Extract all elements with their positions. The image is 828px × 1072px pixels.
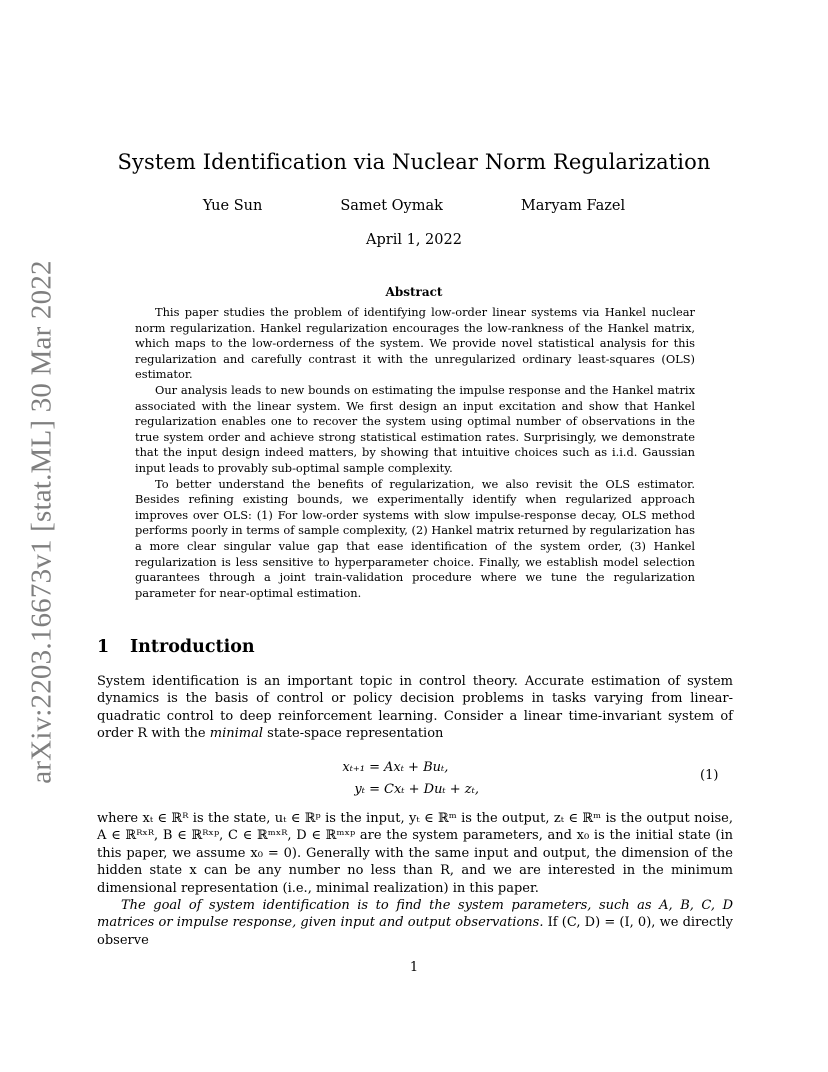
paper-title: System Identification via Nuclear Norm Regularization [117,150,711,174]
intro-emphasis: The goal of system identification is to find the system parameters, such as A, B, C, D matrices or impulse response, given input and output observations. [97,898,733,931]
author-name: Samet Oymak [340,198,443,214]
intro-text: where xₜ ∈ ℝᴿ is the state, uₜ ∈ ℝᵖ is the input, yₜ ∈ ℝᵐ is the output, zₜ ∈ ℝᵐ is the output noise, A ∈ ℝᴿˣᴿ, B ∈ ℝᴿˣᵖ, C ∈ ℝᵐˣᴿ, D ∈ ℝᵐˣᵖ are the system parameters, and x₀ is the initial state (in this paper, we assume x₀ = 0). Generally with the same input and output, the dimension of the hidden state x can be any number no less than R, and we are interested in the minimum dimensional representation (i.e., minimal realization) in this paper. [97,811,733,896]
abstract-paragraph: Our analysis leads to new bounds on estimating the impulse response and the Hankel matrix associated with the linear system. We first design an input excitation and show that Hankel regularization enables one to recover the system using optimal number of observations in the true system order and achieve strong statistical estimation rates. Surprisingly, we demonstrate that the input design indeed matters, by showing that intuitive choices such as i.i.d. Gaussian input leads to provably sub-optimal sample complexity. [135,382,695,475]
author-list [0,198,828,214]
abstract-body [135,305,695,601]
abstract-heading: Abstract [385,285,443,299]
intro-paragraph-1 [97,673,733,743]
abstract-paragraph: To better understand the benefits of regularization, we also revisit the OLS estimator. Besides refining existing bounds, we experimentally identify when regularized approach improves over OLS: (1) For low-order systems with slow impulse-response decay, OLS method performs poorly in terms of sample complexity, (2) Hankel matrix returned by regularization has a more clear singular value gap that ease identification of the system order, (3) Hankel regularization is less sensitive to hyperparameter choice. Finally, we establish model selection guarantees through a joint train-validation procedure where we tune the regularization parameter for near-optimal estimation. [135,476,695,600]
author-name: Maryam Fazel [520,198,626,214]
paper-date: April 1, 2022 [366,232,462,248]
arxiv-identifier: arXiv:2203.16673v1 [stat.ML] 30 Mar 2022 [25,260,58,784]
author-name: Yue Sun [202,198,263,214]
section-heading [97,637,255,657]
equation-rhs: Cxₜ + Duₜ + zₜ, [384,782,479,797]
equation-rhs: Axₜ + Buₜ, [384,760,449,775]
page-number: 1 [409,960,419,975]
intro-text: System identification is an important topic in control theory. Accurate estimation of system dynamics is the basis of control or policy decision problems in tasks varying from linear-quadratic control to deep reinforcement learning. Consider a linear time-invariant system of order R with the [97,674,733,742]
section-title: Introduction [130,637,255,657]
state-space-equation [300,757,600,801]
abstract-paragraph: This paper studies the problem of identifying low-order linear systems via Hankel nuclear norm regularization. Hankel regularization encourages the low-rankness of the Hankel matrix, which maps to the low-orderness of the system. We provide novel statistical analysis for this regularization and carefully contrast it with the unregularized ordinary least-squares (OLS) estimator. [135,305,695,382]
intro-text: If (C, D) = (I, 0), we directly observe [97,915,733,948]
equation-lhs: xₜ₊₁ = [342,760,380,775]
equation-lhs: yₜ = [354,782,380,797]
section-number: 1 [97,637,110,657]
intro-text: state-space representation [263,726,444,742]
equation-number: (1) [700,768,719,783]
intro-paragraph-2 [97,810,733,949]
intro-emphasis: minimal [209,726,264,742]
